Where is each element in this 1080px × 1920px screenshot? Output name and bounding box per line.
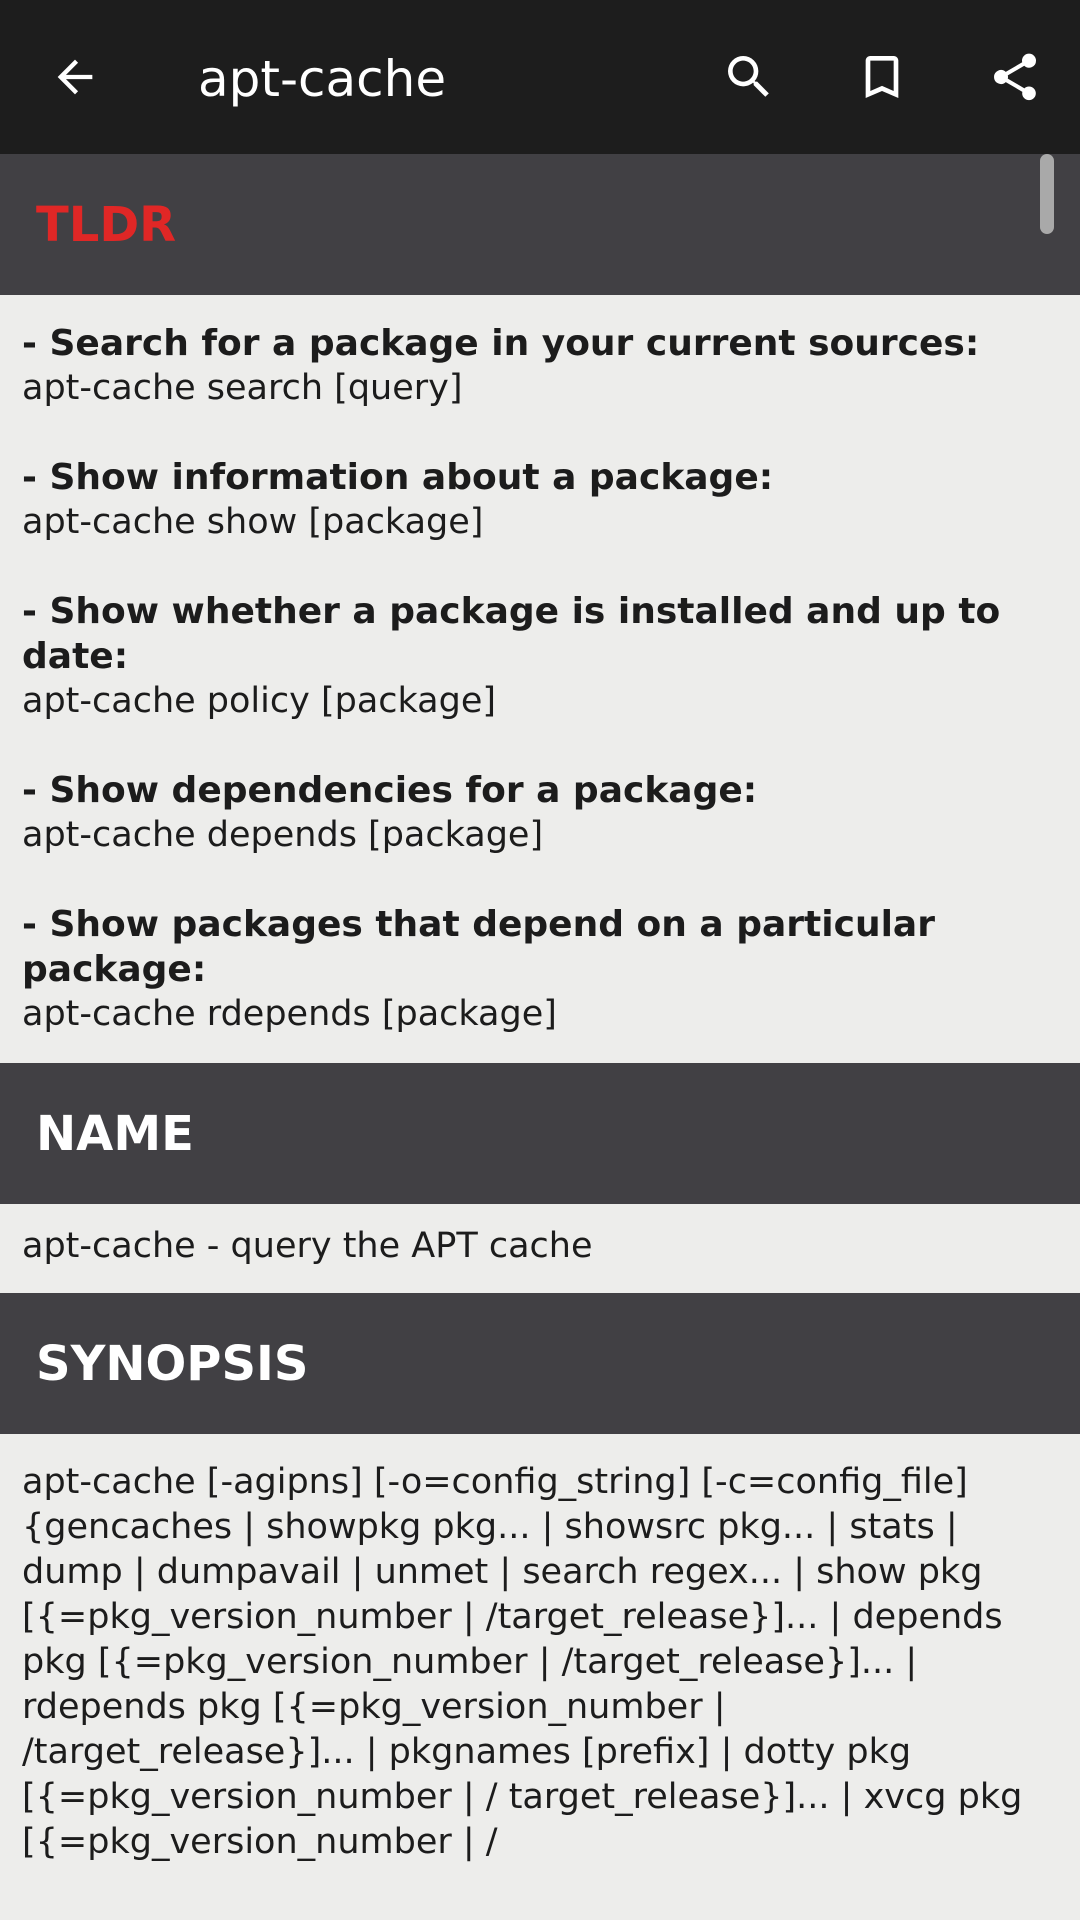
tldr-command: apt-cache policy [package]	[22, 681, 497, 721]
arrow-back-icon	[49, 51, 101, 103]
tldr-item	[22, 902, 1058, 1037]
search-icon	[721, 49, 777, 105]
synopsis-body	[0, 1434, 1080, 1891]
man-page-content[interactable]	[0, 154, 1080, 1920]
name-text: apt-cache - query the APT cache	[22, 1226, 593, 1266]
back-button[interactable]	[40, 42, 110, 112]
share-button[interactable]	[980, 42, 1050, 112]
name-header: NAME	[0, 1063, 1080, 1204]
tldr-description: - Search for a package in your current sources:	[22, 323, 980, 364]
app-bar	[0, 0, 1080, 154]
tldr-item	[22, 455, 1058, 545]
synopsis-header: SYNOPSIS	[0, 1293, 1080, 1434]
tldr-body	[0, 295, 1080, 1063]
search-button[interactable]	[714, 42, 784, 112]
bookmark-icon	[854, 49, 910, 105]
synopsis-text: apt-cache [-agipns] [-o=config_string] [-c=config_file] {gencaches | showpkg pkg... | showsrc pkg... | stats | dump | dumpavail | unmet | search regex... | show pkg [{=pkg_version_number | /target_release}]... | depends pkg [{=pkg_version_number | /target_release}]... | rdepends pkg [{=pkg_version_number | /target_release}]... | pkgnames [prefix] | dotty pkg [{=pkg_version_number | / target_release}]... | xvcg pkg [{=pkg_version_number | /	[22, 1462, 1023, 1862]
tldr-item	[22, 321, 1058, 411]
tldr-description: - Show packages that depend on a particular package:	[22, 904, 935, 990]
tldr-command: apt-cache depends [package]	[22, 815, 544, 855]
tldr-description: - Show information about a package:	[22, 457, 774, 498]
tldr-command: apt-cache search [query]	[22, 368, 463, 408]
tldr-description: - Show dependencies for a package:	[22, 770, 758, 811]
page-title: apt-cache	[198, 50, 447, 108]
tldr-item	[22, 589, 1058, 724]
bookmark-button[interactable]	[847, 42, 917, 112]
scrollbar-thumb[interactable]	[1040, 154, 1054, 234]
tldr-header: TLDR	[0, 154, 1080, 295]
name-body	[0, 1204, 1080, 1293]
tldr-command: apt-cache show [package]	[22, 502, 484, 542]
share-icon	[987, 49, 1043, 105]
tldr-description: - Show whether a package is installed and up to date:	[22, 591, 1001, 677]
tldr-command: apt-cache rdepends [package]	[22, 994, 557, 1034]
tldr-item	[22, 768, 1058, 858]
